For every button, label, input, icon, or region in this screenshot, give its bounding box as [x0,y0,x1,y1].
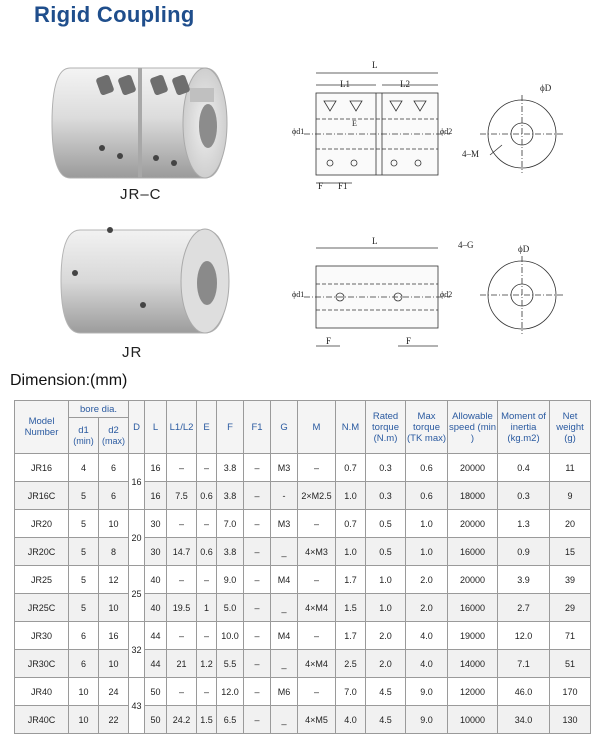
drawing-bottom-F-left-label: F [326,336,332,346]
cell-d1: 5 [69,594,99,622]
drawing-bottom-d1-label: ϕd1 [292,290,305,299]
spec-table-body [15,454,591,734]
cell-d1: 6 [69,622,99,650]
cell-d2: 6 [99,482,129,510]
cell-F1: – [244,454,271,482]
cell-weight: 130 [550,706,591,734]
cell-G: M3 [271,454,298,482]
table-row [15,482,591,510]
cell-L: 40 [145,594,167,622]
drawing-jr-c [290,55,570,195]
cell-E: – [197,510,217,538]
cell-max: 9.0 [406,678,448,706]
cell-weight: 39 [550,566,591,594]
cell-model: JR40 [15,678,69,706]
header-F: F [217,401,244,454]
cell-weight: 51 [550,650,591,678]
cell-max: 0.6 [406,454,448,482]
header-F1: F1 [244,401,271,454]
cell-L: 30 [145,510,167,538]
cell-E: 1 [197,594,217,622]
cell-E: – [197,622,217,650]
cell-l1l2: – [167,454,197,482]
drawing-top-F-label: F [318,181,324,191]
cell-l1l2: 19.5 [167,594,197,622]
cell-F: 9.0 [217,566,244,594]
header-L1L2: L1/L2 [167,401,197,454]
cell-speed: 14000 [448,650,498,678]
cell-l1l2: 24.2 [167,706,197,734]
cell-G: M3 [271,510,298,538]
dimension-title: Dimension:(mm) [10,372,128,389]
drawing-top-L-label: L [372,60,378,70]
cell-d2: 10 [99,650,129,678]
cell-G: M4 [271,622,298,650]
cell-d2: 12 [99,566,129,594]
cell-NM: 1.0 [336,482,366,510]
header-E: E [197,401,217,454]
cell-E: – [197,678,217,706]
cell-E: – [197,566,217,594]
cell-NM: 0.7 [336,454,366,482]
cell-rated: 2.0 [366,622,406,650]
table-row [15,678,591,706]
cell-M: 2×M2.5 [298,482,336,510]
drawing-bottom-D-label: ϕD [518,244,530,254]
cell-inertia: 12.0 [498,622,550,650]
cell-max: 4.0 [406,650,448,678]
cell-F: 5.5 [217,650,244,678]
cell-l1l2: 14.7 [167,538,197,566]
cell-weight: 15 [550,538,591,566]
cell-inertia: 46.0 [498,678,550,706]
header-rated: Rated torque (N.m) [366,401,406,454]
header-L: L [145,401,167,454]
cell-model: JR40C [15,706,69,734]
cell-speed: 18000 [448,482,498,510]
cell-D: 16 [129,454,145,510]
table-row [15,566,591,594]
cell-F: 7.0 [217,510,244,538]
cell-max: 9.0 [406,706,448,734]
cell-F: 3.8 [217,454,244,482]
cell-weight: 9 [550,482,591,510]
cell-F: 12.0 [217,678,244,706]
cell-inertia: 2.7 [498,594,550,622]
cell-weight: 71 [550,622,591,650]
cell-weight: 29 [550,594,591,622]
cell-rated: 0.5 [366,538,406,566]
cell-L: 50 [145,706,167,734]
cell-speed: 20000 [448,454,498,482]
cell-rated: 0.3 [366,482,406,510]
cell-d1: 5 [69,566,99,594]
cell-G: M4 [271,566,298,594]
cell-max: 1.0 [406,538,448,566]
cell-D: 43 [129,678,145,734]
cell-max: 2.0 [406,566,448,594]
cell-F: 6.5 [217,706,244,734]
drawing-bottom-G-label: 4–G [458,240,474,250]
drawing-top-d1-label: ϕd1 [292,127,305,136]
cell-inertia: 0.9 [498,538,550,566]
product-image-jr-c [40,48,240,188]
cell-rated: 0.5 [366,510,406,538]
drawing-top-D-label: ϕD [540,83,552,93]
spec-table [14,400,591,734]
cell-rated: 4.5 [366,706,406,734]
header-weight: Net weight (g) [550,401,591,454]
cell-d1: 6 [69,650,99,678]
drawing-top-L1-label: L1 [340,79,350,89]
cell-weight: 170 [550,678,591,706]
cell-rated: 1.0 [366,594,406,622]
drawing-top-L2-label: L2 [400,79,410,89]
product-caption-jr-c: JR–C [120,186,162,203]
cell-L: 16 [145,482,167,510]
cell-speed: 19000 [448,622,498,650]
cell-L: 44 [145,622,167,650]
cell-D: 20 [129,510,145,566]
cell-M: – [298,510,336,538]
cell-M: – [298,566,336,594]
cell-F: 5.0 [217,594,244,622]
drawing-top-F1-label: F1 [338,181,348,191]
cell-d2: 6 [99,454,129,482]
cell-M: 4×M4 [298,594,336,622]
page-title: Rigid Coupling [34,2,195,27]
cell-l1l2: – [167,678,197,706]
table-row [15,454,591,482]
cell-D: 25 [129,566,145,622]
cell-d2: 16 [99,622,129,650]
header-d2: d2 (max) [99,418,129,454]
cell-weight: 11 [550,454,591,482]
cell-max: 2.0 [406,594,448,622]
cell-L: 16 [145,454,167,482]
cell-G: _ [271,650,298,678]
table-row [15,650,591,678]
cell-d1: 5 [69,510,99,538]
cell-F: 3.8 [217,538,244,566]
cell-L: 30 [145,538,167,566]
table-row [15,510,591,538]
cell-d2: 24 [99,678,129,706]
cell-speed: 20000 [448,566,498,594]
cell-inertia: 0.4 [498,454,550,482]
drawing-bottom-F-right-label: F [406,336,412,346]
cell-inertia: 1.3 [498,510,550,538]
cell-max: 4.0 [406,622,448,650]
cell-d2: 8 [99,538,129,566]
cell-model: JR16 [15,454,69,482]
cell-inertia: 34.0 [498,706,550,734]
header-inertia: Moment of inertia (kg.m2) [498,401,550,454]
drawing-top-d2-label: ϕd2 [440,127,453,136]
cell-speed: 16000 [448,538,498,566]
table-row [15,622,591,650]
cell-M: – [298,678,336,706]
cell-G: M6 [271,678,298,706]
cell-F1: – [244,650,271,678]
cell-G: _ [271,594,298,622]
cell-model: JR25C [15,594,69,622]
table-row [15,538,591,566]
product-image-jr [55,215,245,345]
cell-model: JR16C [15,482,69,510]
cell-model: JR30C [15,650,69,678]
header-speed: Allowable speed (min ) [448,401,498,454]
cell-speed: 16000 [448,594,498,622]
cell-rated: 0.3 [366,454,406,482]
cell-model: JR20 [15,510,69,538]
header-D: D [129,401,145,454]
cell-NM: 7.0 [336,678,366,706]
cell-d2: 10 [99,594,129,622]
cell-NM: 0.7 [336,510,366,538]
header-NM: N.M [336,401,366,454]
cell-M: 4×M4 [298,650,336,678]
cell-rated: 2.0 [366,650,406,678]
cell-NM: 4.0 [336,706,366,734]
cell-NM: 1.0 [336,538,366,566]
cell-max: 1.0 [406,510,448,538]
cell-inertia: 0.3 [498,482,550,510]
cell-F1: – [244,706,271,734]
cell-M: – [298,622,336,650]
header-bore: bore dia. [69,401,129,418]
cell-NM: 1.7 [336,622,366,650]
cell-F1: – [244,594,271,622]
drawing-bottom-d2-label: ϕd2 [440,290,453,299]
cell-F1: – [244,510,271,538]
cell-l1l2: – [167,510,197,538]
cell-inertia: 7.1 [498,650,550,678]
cell-NM: 1.7 [336,566,366,594]
cell-G: _ [271,706,298,734]
cell-NM: 1.5 [336,594,366,622]
drawing-jr [290,228,570,358]
cell-F1: – [244,482,271,510]
cell-model: JR25 [15,566,69,594]
cell-d1: 5 [69,538,99,566]
cell-E: 0.6 [197,482,217,510]
product-caption-jr: JR [122,344,143,361]
cell-F: 10.0 [217,622,244,650]
drawing-top-M-label: 4–M [462,149,480,159]
drawing-top-E-label: E [352,119,357,128]
cell-l1l2: – [167,622,197,650]
table-row [15,706,591,734]
header-max: Max torque (TK max) [406,401,448,454]
header-d1: d1 (min) [69,418,99,454]
cell-F1: – [244,538,271,566]
cell-speed: 12000 [448,678,498,706]
table-row [15,594,591,622]
cell-d2: 22 [99,706,129,734]
cell-F1: – [244,678,271,706]
cell-inertia: 3.9 [498,566,550,594]
cell-rated: 4.5 [366,678,406,706]
cell-NM: 2.5 [336,650,366,678]
cell-M: – [298,454,336,482]
cell-M: 4×M5 [298,706,336,734]
cell-E: – [197,454,217,482]
cell-model: JR30 [15,622,69,650]
cell-D: 32 [129,622,145,678]
cell-L: 44 [145,650,167,678]
cell-d1: 5 [69,482,99,510]
cell-max: 0.6 [406,482,448,510]
cell-speed: 10000 [448,706,498,734]
cell-speed: 20000 [448,510,498,538]
cell-l1l2: 21 [167,650,197,678]
cell-F1: – [244,622,271,650]
header-model: Model Number [15,401,69,454]
cell-F: 3.8 [217,482,244,510]
cell-E: 1.2 [197,650,217,678]
cell-M: 4×M3 [298,538,336,566]
cell-F1: – [244,566,271,594]
cell-l1l2: 7.5 [167,482,197,510]
cell-d1: 10 [69,678,99,706]
cell-d1: 4 [69,454,99,482]
cell-model: JR20C [15,538,69,566]
cell-rated: 1.0 [366,566,406,594]
cell-L: 40 [145,566,167,594]
cell-d2: 10 [99,510,129,538]
cell-l1l2: – [167,566,197,594]
drawing-bottom-L-label: L [372,236,378,246]
cell-G: _ [271,538,298,566]
cell-E: 0.6 [197,538,217,566]
cell-L: 50 [145,678,167,706]
header-G: G [271,401,298,454]
cell-G: - [271,482,298,510]
cell-d1: 10 [69,706,99,734]
cell-E: 1.5 [197,706,217,734]
cell-weight: 20 [550,510,591,538]
header-M: M [298,401,336,454]
